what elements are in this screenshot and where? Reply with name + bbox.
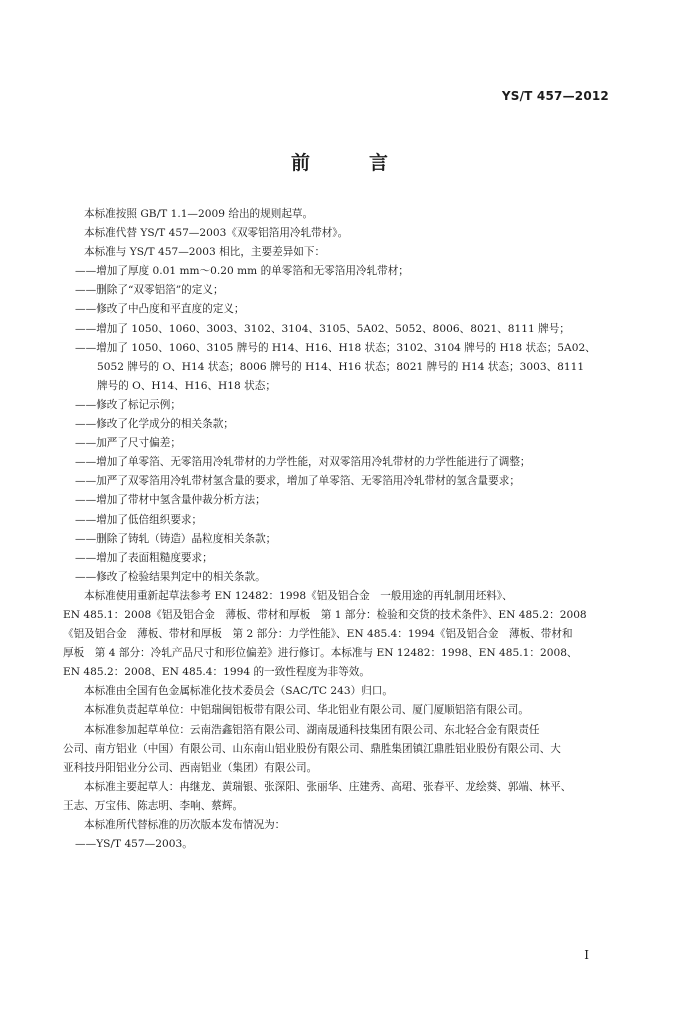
text-line: ——修改了化学成分的相关条款； [75,418,234,431]
text-line: 本标准所代替标准的历次版本发布情况为： [84,819,286,831]
text-line: 《铝及铝合金 薄板、带材和厚板 第 2 部分：力学性能》、EN 485.4：1994《铝及铝合金 薄板、带材和 [63,628,573,641]
page-title: 前 言 [290,152,408,174]
text-line: ——修改了中凸度和平直度的定义； [75,303,245,316]
text-line: 本标准使用重新起草法参考 EN 12482：1998《铝及铝合金 一般用途的再轧制用坯料》、 [84,589,513,602]
text-line: ——修改了标记示例； [75,398,181,411]
text-line: 厚板 第 4 部分：冷轧产品尺寸和形位偏差》进行修订。本标准与 EN 12482：1998、EN 485.1：2008、 [63,647,578,660]
text-line: ——删除了铸轧（铸造）晶粒度相关条款； [75,532,277,545]
text-line: ——增加了低倍组织要求； [75,513,203,526]
text-line: 牌号的 O、H14、H16、H18 状态； [97,379,276,392]
standard-code: YS/T 457—2012 [501,89,609,103]
text-line: ——增加了 1050、1060、3003、3102、3104、3105、5A02、5052、8006、8021、8111 牌号； [75,322,570,335]
text-line: ——增加了表面粗糙度要求； [75,551,213,564]
text-line: 公司、南方铝业（中国）有限公司、山东南山铝业股份有限公司、鼎胜集团镇江鼎胜铝业股份有限公司、大 [63,742,561,755]
text-line: 本标准负责起草单位：中铝瑞闽铝板带有限公司、华北铝业有限公司、厦门厦顺铝箔有限公司。 [84,704,529,717]
text-line: 本标准与 YS/T 457—2003 相比，主要差异如下： [84,246,326,259]
text-line: ——删除了“双零铝箔”的定义； [75,284,224,297]
text-line: ——增加了单零箔、无零箔用冷轧带材的力学性能，对双零箔用冷轧带材的力学性能进行了调整； [75,456,531,469]
text-line: ——增加了厚度 0.01 mm～0.20 mm 的单零箔和无零箔用冷轧带材； [75,265,409,278]
text-line: 本标准按照 GB/T 1.1—2009 给出的规则起草。 [84,208,314,220]
text-line: EN 485.2：2008、EN 485.4：1994 的一致性程度为非等效。 [63,666,370,679]
foreword-body [63,205,598,854]
text-line: 本标准主要起草人：冉继龙、黄瑞银、张深阳、张丽华、庄建秀、高珺、张春平、龙绘葵、郭端、林平、 [84,780,572,793]
text-line: 亚科技丹阳铝业分公司、西南铝业（集团）有限公司。 [63,761,318,774]
text-line: 本标准由全国有色金属标准化技术委员会（SAC/TC 243）归口。 [84,685,393,698]
text-line: EN 485.1：2008《铝及铝合金 薄板、带材和厚板 第 1 部分：检验和交货的技术条件》、EN 485.2：2008 [63,608,587,621]
text-line: ——加严了双零箔用冷轧带材氢含量的要求，增加了单零箔、无零箔用冷轧带材的氢含量要求； [75,475,520,488]
page-number: I [584,948,589,962]
text-line: ——加严了尺寸偏差； [75,437,181,450]
text-line: ——YS/T 457—2003。 [75,838,193,851]
text-line: 本标准代替 YS/T 457—2003《双零铝箔用冷轧带材》。 [84,227,349,240]
text-line: ——修改了检验结果判定中的相关条款。 [75,570,266,583]
text-line: ——增加了带材中氢含量仲裁分析方法； [75,494,266,507]
text-line: 本标准参加起草单位：云南浩鑫铝箔有限公司、湖南晟通科技集团有限公司、东北轻合金有限责任 [84,723,540,736]
text-line: 5052 牌号的 O、H14 状态；8006 牌号的 H14、H16 状态；8021 牌号的 H14 状态；3003、8111 [97,360,585,373]
text-line: 王志、万宝伟、陈志明、李响、蔡辉。 [63,799,244,812]
text-line: ——增加了 1050、1060、3105 牌号的 H14、H16、H18 状态；3102、3104 牌号的 H18 状态；5A02、 [75,341,596,354]
